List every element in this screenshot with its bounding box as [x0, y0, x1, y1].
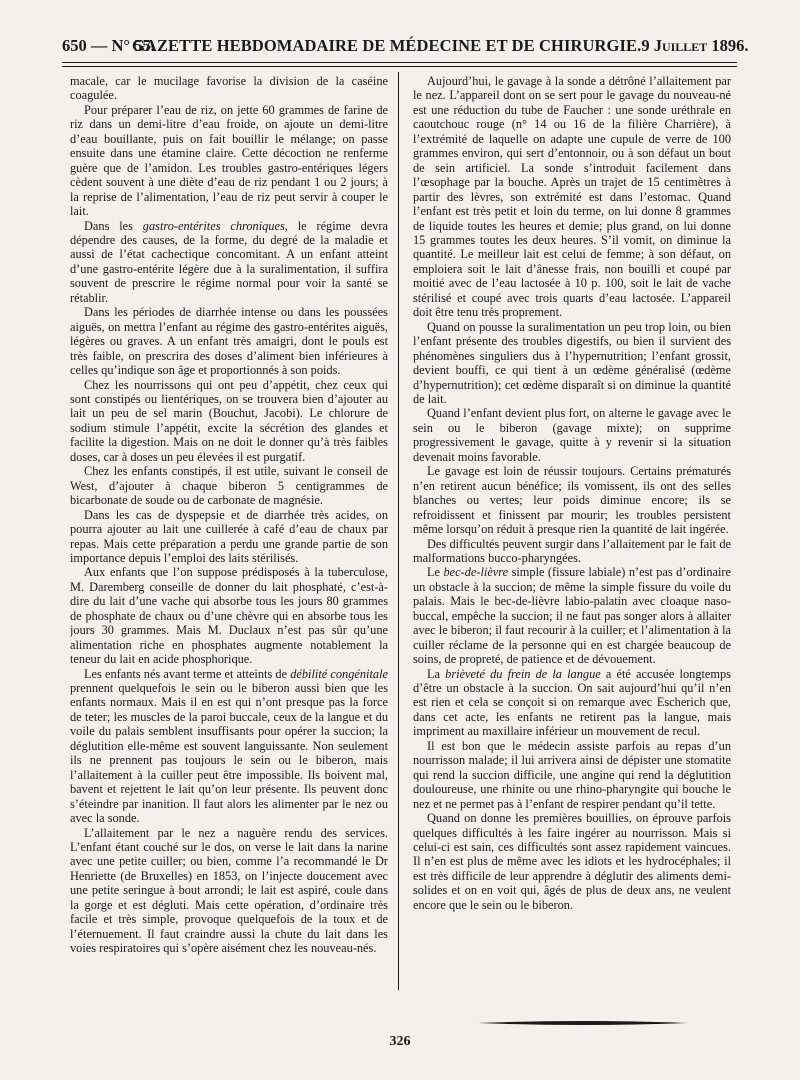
page-number: 326	[389, 1034, 411, 1049]
ornamental-tailpiece	[478, 1018, 688, 1028]
paragraph: Quand l’enfant devient plus fort, on alterne le gavage avec le sein ou le biberon (gavage mixte); on supprime progressivement le gavage, quitte à y revenir si la situation devenait moins favorable.	[413, 406, 731, 464]
paragraph: Chez les nourrissons qui ont peu d’appétit, chez ceux qui sont constipés ou lientériques, on se trouvera bien d’ajouter au lait un peu de sel marin (Bouchut, Jacobi). Le chlorure de sodium stimule l’appétit, excite la sécrétion des glandes et facilite la digestion. Mais on ne doit le donner qu’à très faibles doses, car à doses un peu élevées il est purgatif.	[70, 377, 388, 464]
paragraph: Pour préparer l’eau de riz, on jette 60 grammes de farine de riz dans un demi-litre d’eau froide, on ajoute un demi-litre d’eau bouillante, puis on fait bouillir le mélange; on passe ensuite dans une étamine claire. Cette décoction ne renferme guère que de l’amidon. Les troubles gastro-entériques légers cèdent souvent à une diète d’eau de riz pendant 1 ou 2 jours; à la reprise de l’alimentation, l’eau de riz peut servir à couper le lait.	[70, 102, 388, 219]
left-column	[70, 74, 388, 994]
paragraph: Quand on donne les premières bouillies, on éprouve parfois quelques difficultés à les faire ingérer au nourrisson. Mais si celui-ci est sain, ces difficultés sont assez rapidement vaincues. Il n’en est plus de même avec les idiots et les hydrocéphales; il est très difficile de leur apprendre à déglutir des aliments demi-solides et on en voit qui, âgés de plus de deux ans, ne veulent encore que le sein ou le biberon.	[413, 811, 731, 912]
italic-term: bec-de-lièvre	[443, 565, 509, 580]
paragraph: Le gavage est loin de réussir toujours. Certains prématurés n’en retirent aucun bénéfice; ils vomissent, ils ont des selles blanches ou vertes; leur poids diminue encore; ils se refroidissent et finissent par mourir; les troubles persistent même lorsqu’on réduit à presque rien la quantité de lait ingérée.	[413, 464, 731, 537]
paragraph: Dans les périodes de diarrhée intense ou dans les poussées aiguës, on mettra l’enfant au régime des gastro-entérites aiguës, légères ou graves. A un enfant très amaigri, dont le pouls est très faible, on prescrira des doses d’aliment bien inférieures à celles qu’indique son âge et proportionnés à son poids.	[70, 305, 388, 378]
paragraph: macale, car le mucilage favorise la division de la caséine coagulée.	[70, 74, 388, 103]
paragraph: Dans les gastro-entérites chroniques, le régime devra dépendre des causes, de la forme, du degré de la maladie et aussi de l’état cachectique concomitant. A un enfant atteint d’une gastro-entérite légère due à la suralimentation, il suffira souvent de prescrire le régime normal pour voir la santé se rétablir.	[70, 218, 388, 305]
issue-date	[641, 36, 748, 56]
paragraph: Les enfants nés avant terme et atteints de débilité congénitale prennent quelquefois le sein ou le biberon aussi bien que les enfants normaux. Mais il en est qui n’ont presque pas la force de teter; les muscles de la paroi buccale, ceux de la langue et du voile du palais semblent insuffisants pour opérer la succion; la déglutition elle-même est souvent languissante. Non seulement ils ne prennent pas toujours le sein ou le biberon, mais l’allaitement à la cuiller peut être impossible. Ils boivent mal, bavent et rejettent le lait qu’on leur présente. Ils peuvent donc s’éteindre par inanition. Il faut alors les alimenter par le nez ou avec la sonde.	[70, 666, 388, 826]
paragraph: Il est bon que le médecin assiste parfois au repas d’un nourrisson malade; il lui arrivera ainsi de dépister une stomatite qui rend la succion difficile, une angine qui rend la déglutition douloureuse, une rhinite ou une rhino-pharyngite qui bouche le nez et ne permet pas à l’enfant de respirer pendant qu’il tette.	[413, 738, 731, 811]
paragraph: Aux enfants que l’on suppose prédisposés à la tuberculose, M. Daremberg conseille de donner du lait phosphaté, c’est-à-dire du lait d’une vache qui absorbe tous les jours 80 grammes de phosphate de chaux ou d’une chèvre qui en absorbe tous les jours 30 grammes. Mais M. Duclaux n’est pas sûr qu’une alimentation riche en phosphates augmente notablement la teneur du lait en acide phosphorique.	[70, 565, 388, 667]
issue-date-month: Juillet	[653, 36, 708, 55]
paragraph: Quand on pousse la suralimentation un peu trop loin, ou bien l’enfant présente des troubles digestifs, ou bien il survient des phénomènes singuliers dus à l’hypernutrition; l’enfant grossit, devient bouffi, ce qui tient à un œdème généralisé (œdème d’hypernutrition); cet œdème disparaît si on diminue la quantité de lait.	[413, 319, 731, 406]
header-rule-thin	[62, 66, 737, 67]
paragraph: L’allaitement par le nez a naguère rendu des services. L’enfant étant couché sur le dos, on verse le lait dans la narine avec une petite cuiller; ou bien, comme l’a recommandé le Dr Henriette (de Bruxelles) en 1853, on l’injecte doucement avec une petite seringue à bout arrondi; le lait est aspiré, coule dans la gorge et est dégluti. Mais cette opération, d’ordinaire très facile et très simple, provoque quelquefois de la toux et de l’éternuement. Il faut craindre aussi la chute du lait dans les voies respiratoires qui s’opère aisément chez les nouveau-nés.	[70, 825, 388, 956]
paragraph: Chez les enfants constipés, il est utile, suivant le conseil de West, d’ajouter à chaque biberon 5 centigrammes de bicarbonate de soude ou de carbonate de magnésie.	[70, 464, 388, 508]
italic-term: brièveté du frein de la langue	[445, 666, 601, 681]
paragraph: La brièveté du frein de la langue a été accusée longtemps d’être un obstacle à la succion. On sait aujourd’hui qu’il n’en est rien et cela se conçoit si on remarque avec Escherich que, dans cet acte, les enfants ne retirent pas la langue, mais impriment au maxillaire inférieur un mouvement de recul.	[413, 666, 731, 739]
right-column	[413, 74, 731, 994]
issue-date-day: 9	[641, 36, 650, 55]
issue-date-year: 1896.	[711, 36, 749, 55]
page-folio: 650 — N° 55.	[62, 36, 155, 55]
running-header	[62, 36, 749, 60]
italic-term: débilité congénitale	[290, 666, 388, 681]
paragraph: Dans les cas de dyspepsie et de diarrhée très acides, on pourra ajouter au lait une cuillerée à café d’eau de chaux par repas. Mais cette préparation a perdu une grande partie de son importance depuis l’emploi des laits stérilisés.	[70, 507, 388, 565]
column-divider	[398, 72, 399, 990]
header-rule-thick	[62, 62, 737, 63]
journal-title: GAZETTE HEBDOMADAIRE DE MÉDECINE ET DE CHIRURGIE.	[132, 36, 642, 55]
italic-term: gastro-entérites chroniques	[142, 218, 285, 233]
paragraph: Des difficultés peuvent surgir dans l’allaitement par le fait de malformations bucco-pharyngées.	[413, 536, 731, 565]
paragraph: Le bec-de-lièvre simple (fissure labiale) n’est pas d’ordinaire un obstacle à la succion; de même la simple fissure du voile du palais. Mais le bec-de-lièvre labio-palatin avec cloaque naso-buccal, empêche la succion; il ne faut pas songer alors à allaiter avec le biberon; il faut recourir à la cuiller; et l’alimentation à la cuiller réclame de la personne qui en est chargée beaucoup de soins, de propreté, de patience et de dévouement.	[413, 565, 731, 667]
paragraph: Aujourd’hui, le gavage à la sonde a détrôné l’allaitement par le nez. L’appareil dont on se sert pour le gavage du nouveau-né est une réduction du tube de Faucher : une sonde uréthrale en caoutchouc rouge (n° 14 ou 16 de la filière Charrière), à l’extrémité de laquelle on adapte une cupule de verre de 100 grammes environ, qui sert d’entonnoir, ou à son défaut un bout de sein artificiel. La sonde s’introduit facilement dans l’œsophage par la bouche. Après un trajet de 15 centimètres à partir des lèvres, son extrémité est dans l’estomac. Quand l’enfant est très petit et loin du terme, on lui donne 8 grammes de liquide toutes les heures et demie; plus grand, on lui donne 15 grammes toutes les deux heures. S’il vomit, on diminue la quantité. Le meilleur lait est celui de femme; à son défaut, on emploiera soit le lait d’ânesse frais, non bouilli et coupé par moitié avec de l’eau lactosée à 10 p. 100, soit le lait de vache stérilisé et coupé avec trois quarts d’eau lactosée. L’appareil doit être tenu très proprement.	[413, 74, 731, 320]
